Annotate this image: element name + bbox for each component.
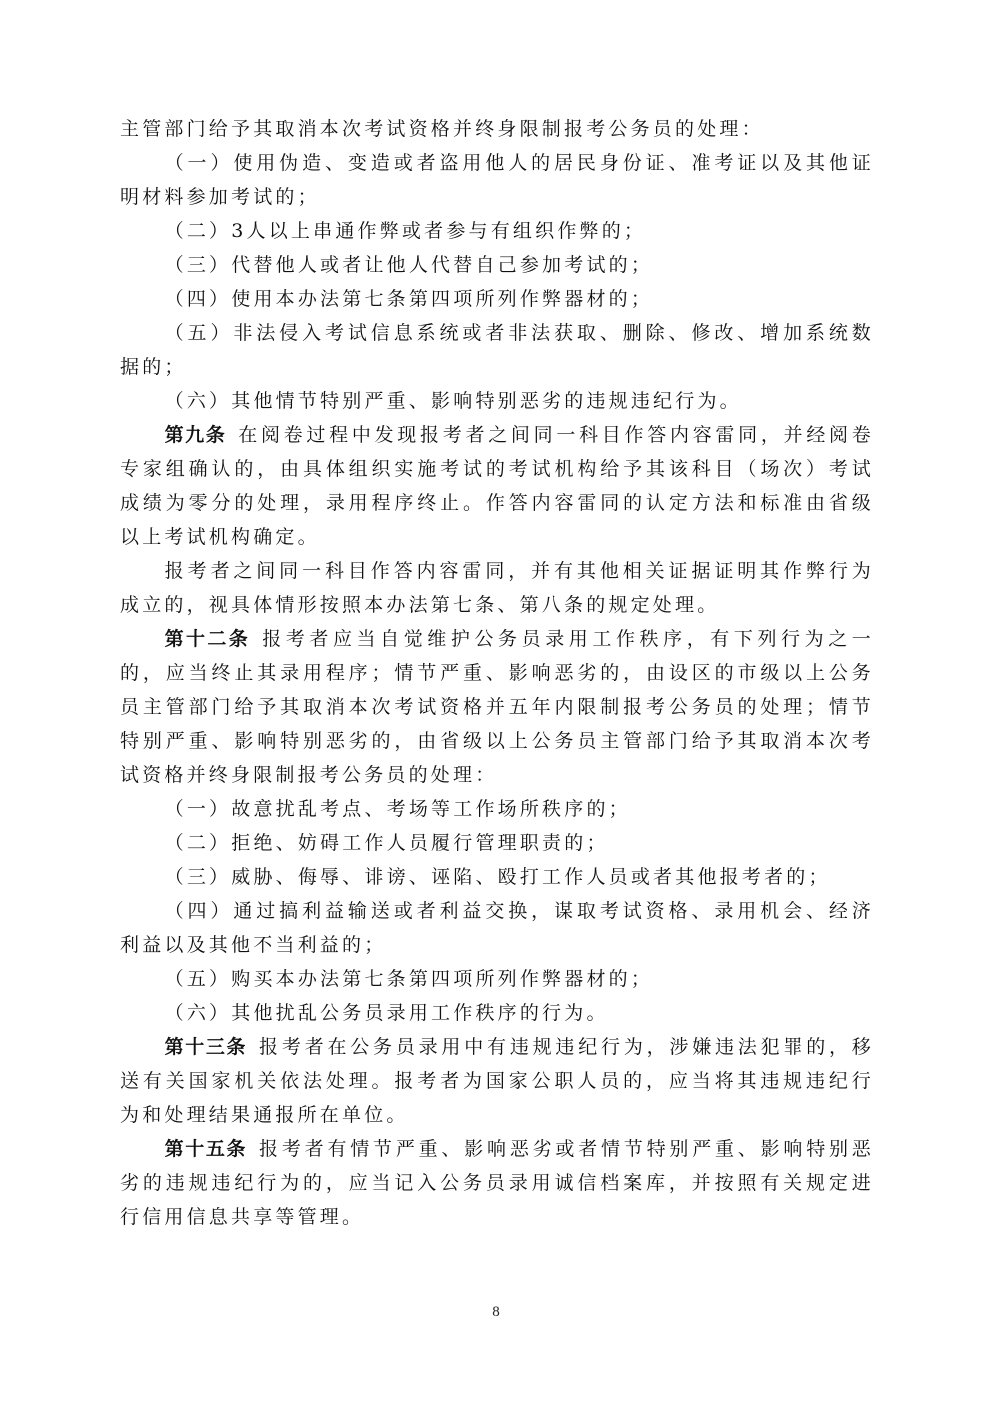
article-9-paragraph-2: 报考者之间同一科目作答内容雷同，并有其他相关证据证明其作弊行为成立的，视具体情形按照本办法第七条、第八条的规定处理。: [120, 560, 874, 616]
article-12-heading: 第十二条: [164, 628, 251, 650]
article-13-heading: 第十三条: [164, 1036, 248, 1058]
article-9-heading: 第九条: [164, 424, 227, 446]
article-9: 第九条 在阅卷过程中发现报考者之间同一科目作答内容雷同，并经阅卷专家组确认的，由具体组织实施考试的考试机构给予其该科目（场次）考试成绩为零分的处理，录用程序终止。作答内容雷同的认定方法和标准由省级以上考试机构确定。: [120, 424, 874, 548]
list-item-5: （五）非法侵入考试信息系统或者非法获取、删除、修改、增加系统数据的；: [120, 322, 874, 378]
article-12-item-6: （六）其他扰乱公务员录用工作秩序的行为。: [164, 1002, 609, 1024]
article-13: 第十三条 报考者在公务员录用中有违规违纪行为，涉嫌违法犯罪的，移送有关国家机关依法处理。报考者为国家公职人员的，应当将其违规违纪行为和处理结果通报所在单位。: [120, 1036, 874, 1126]
document-body: [120, 112, 874, 1234]
article-12-item-5: （五）购买本办法第七条第四项所列作弊器材的；: [164, 968, 654, 990]
page-number: 8: [492, 1304, 500, 1320]
article-15: 第十五条 报考者有情节严重、影响恶劣或者情节特别严重、影响特别恶劣的违规违纪行为的，应当记入公务员录用诚信档案库，并按照有关规定进行信用信息共享等管理。: [120, 1138, 874, 1228]
list-item-6: （六）其他情节特别严重、影响特别恶劣的违规违纪行为。: [164, 390, 742, 412]
article-12-item-4: （四）通过搞利益输送或者利益交换，谋取考试资格、录用机会、经济利益以及其他不当利益的；: [120, 900, 874, 956]
paragraph-continuation: 主管部门给予其取消本次考试资格并终身限制报考公务员的处理：: [120, 118, 764, 140]
list-item-3: （三）代替他人或者让他人代替自己参加考试的；: [164, 254, 654, 276]
article-12-item-3: （三）威胁、侮辱、诽谤、诬陷、殴打工作人员或者其他报考者的；: [164, 866, 831, 888]
article-12-item-1: （一）故意扰乱考点、考场等工作场所秩序的；: [164, 798, 631, 820]
article-15-heading: 第十五条: [164, 1138, 248, 1160]
article-12: 第十二条 报考者应当自觉维护公务员录用工作秩序，有下列行为之一的，应当终止其录用程序；情节严重、影响恶劣的，由设区的市级以上公务员主管部门给予其取消本次考试资格并五年内限制报考公务员的处理；情节特别严重、影响特别恶劣的，由省级以上公务员主管部门给予其取消本次考试资格并终身限制报考公务员的处理：: [120, 628, 874, 786]
list-item-2: （二）3人以上串通作弊或者参与有组织作弊的；: [164, 220, 647, 242]
article-12-item-2: （二）拒绝、妨碍工作人员履行管理职责的；: [164, 832, 609, 854]
list-item-4: （四）使用本办法第七条第四项所列作弊器材的；: [164, 288, 654, 310]
list-item-1: （一）使用伪造、变造或者盗用他人的居民身份证、准考证以及其他证明材料参加考试的；: [120, 152, 874, 208]
